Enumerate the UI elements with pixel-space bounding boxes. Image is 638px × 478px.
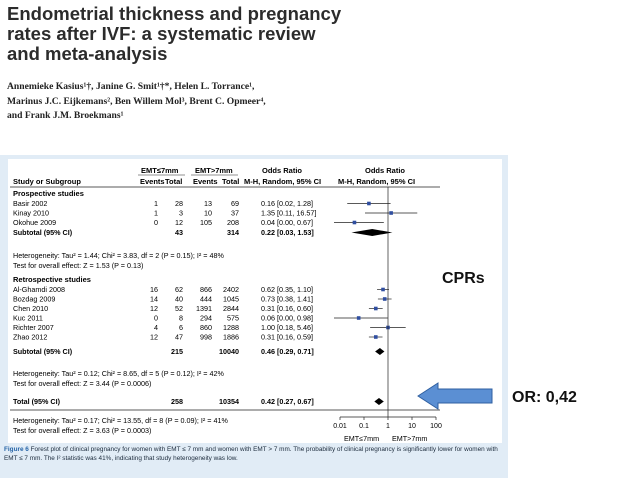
events-2: 13 (204, 199, 212, 208)
retrospective-test: Test for overall effect: Z = 3.44 (P = 0.0006) (13, 379, 152, 388)
col-total2: Total (222, 177, 240, 186)
col-events1: Events (140, 177, 165, 186)
events-1: 16 (150, 285, 158, 294)
x-tick-label: 10 (408, 423, 416, 430)
caption-text: Forest plot of clinical pregnancy for women with EMT ≤ 7 mm and women with EMT > 7 mm. The probability of clinical pregnancy is significantly lower for women with EMT ≤ 7 mm. The I² statistic was 41%, indicating that study heterogeneity was low. (4, 446, 498, 462)
favours-right: EMT>7mm (392, 434, 428, 443)
retrospective-subtotal-ci-text: 0.46 [0.29, 0.71] (261, 347, 314, 356)
forest-plot (0, 155, 508, 478)
events-1: 1 (154, 208, 158, 218)
col-method: M-H, Random, 95% CI (244, 177, 322, 186)
events-2: 10 (204, 208, 212, 218)
total-1: 47 (175, 332, 183, 342)
prospective-subtotal-total-2: 314 (227, 228, 239, 237)
paper-header (0, 0, 370, 128)
prospective-subtotal-total-1: 43 (175, 228, 183, 237)
group2-header: EMT>7mm (195, 166, 233, 175)
events-1: 12 (150, 304, 158, 313)
prospective-subtotal-ci-text: 0.22 [0.03, 1.53] (261, 228, 314, 237)
total-2: 2402 (223, 285, 239, 294)
ci-text: 0.31 [0.16, 0.59] (261, 332, 313, 342)
events-1: 14 (150, 294, 158, 304)
total-1: 6 (179, 323, 183, 332)
col-total1: Total (165, 177, 183, 186)
retrospective-subtotal-total-2: 10040 (219, 347, 239, 356)
ci-text: 0.16 [0.02, 1.28] (261, 199, 313, 208)
ci-text: 1.35 [0.11, 16.57] (261, 208, 317, 218)
total-2: 1288 (223, 323, 239, 332)
study-square (357, 316, 361, 320)
events-2: 998 (200, 332, 212, 342)
x-tick-label: 1 (386, 423, 390, 430)
or-header: Odds Ratio (262, 166, 303, 175)
or-annotation: OR: 0,42 (512, 389, 577, 406)
study-square (353, 221, 357, 225)
events-1: 1 (154, 199, 158, 208)
or-header-plot: Odds Ratio (365, 166, 406, 175)
ci-text: 0.06 [0.00, 0.98] (261, 313, 313, 323)
events-2: 294 (200, 313, 212, 323)
figure-label: Figure 6 (4, 446, 29, 453)
total-2: 575 (227, 313, 239, 323)
study-square (389, 211, 393, 215)
figure-caption (4, 445, 504, 463)
forest-plot-panel (0, 155, 508, 478)
ci-text: 0.73 [0.38, 1.41] (261, 294, 313, 304)
study-name: Okohue 2009 (13, 218, 57, 227)
study-square (374, 335, 378, 339)
total-2: 1045 (223, 294, 239, 304)
total-1: 28 (175, 199, 183, 208)
study-square (381, 288, 385, 292)
study-name: Al-Ghamdi 2008 (13, 285, 65, 294)
study-name: Bozdag 2009 (13, 294, 56, 304)
events-1: 0 (154, 313, 158, 323)
study-square (367, 202, 371, 206)
ci-text: 1.00 [0.18, 5.46] (261, 323, 313, 332)
study-name: Zhao 2012 (13, 332, 48, 342)
col-method-plot: M-H, Random, 95% CI (338, 177, 416, 186)
events-1: 4 (154, 323, 158, 332)
events-2: 444 (200, 294, 212, 304)
events-1: 12 (150, 332, 158, 342)
x-tick-label: 0.01 (333, 423, 347, 430)
cprs-annotation: CPRs (442, 270, 485, 287)
total-test: Test for overall effect: Z = 3.63 (P = 0.0003) (13, 426, 152, 435)
total-het: Heterogeneity: Tau² = 0.17; Chi² = 13.55, df = 8 (P = 0.09); I² = 41% (13, 416, 228, 425)
col-events2: Events (193, 177, 218, 186)
total-1: 62 (175, 285, 183, 294)
retrospective-label: Retrospective studies (13, 275, 91, 284)
total-1: 3 (179, 208, 183, 218)
total-ci-text: 0.42 [0.27, 0.67] (261, 397, 314, 406)
prospective-het: Heterogeneity: Tau² = 1.44; Chi² = 3.83, df = 2 (P = 0.15); I² = 48% (13, 251, 224, 260)
total-1: 52 (175, 304, 183, 313)
col-study: Study or Subgroup (13, 177, 81, 186)
retrospective-het: Heterogeneity: Tau² = 0.12; Chi² = 8.65, df = 5 (P = 0.12); I² = 42% (13, 369, 224, 378)
total-2: 2844 (223, 304, 239, 313)
events-2: 860 (200, 323, 212, 332)
study-name: Basir 2002 (13, 199, 48, 208)
ci-text: 0.62 [0.35, 1.10] (261, 285, 313, 294)
study-name: Richter 2007 (13, 323, 54, 332)
study-name: Chen 2010 (13, 304, 49, 313)
retrospective-subtotal-label: Subtotal (95% CI) (13, 347, 73, 356)
total-2: 37 (231, 208, 239, 218)
total-total-1: 258 (171, 397, 183, 406)
retrospective-subtotal-total-1: 215 (171, 347, 183, 356)
paper-title: Endometrial thickness and pregnancy rates after IVF: a systematic review and meta-analysis (7, 3, 342, 64)
total-2: 208 (227, 218, 239, 227)
ci-text: 0.31 [0.16, 0.60] (261, 304, 313, 313)
total-2: 69 (231, 199, 239, 208)
prospective-subtotal-label: Subtotal (95% CI) (13, 228, 73, 237)
paper-authors: Annemieke Kasius¹†, Janine G. Smit¹†*, Helen L. Torrance¹, Marinus J.C. Eijkemans², Ben Willem Mol³, Brent C. Opmeer⁴, and Frank J.M. Broekmans¹ (7, 81, 266, 121)
study-square (383, 297, 387, 301)
group1-header: EMT≤7mm (141, 166, 179, 175)
study-name: Kinay 2010 (13, 208, 49, 218)
total-label: Total (95% CI) (13, 397, 60, 406)
events-2: 866 (200, 285, 212, 294)
total-1: 8 (179, 313, 183, 323)
favours-left: EMT≤7mm (344, 434, 380, 443)
total-1: 40 (175, 294, 183, 304)
prospective-test: Test for overall effect: Z = 1.53 (P = 0.13) (13, 261, 144, 270)
x-tick-label: 100 (430, 423, 442, 430)
study-name: Kuc 2011 (13, 313, 43, 323)
events-2: 1391 (196, 304, 212, 313)
events-2: 105 (200, 218, 212, 227)
total-2: 1886 (223, 332, 239, 342)
prospective-label: Prospective studies (13, 189, 84, 198)
total-total-2: 10354 (219, 397, 239, 406)
ci-text: 0.04 [0.00, 0.67] (261, 218, 313, 227)
events-1: 0 (154, 218, 158, 227)
x-tick-label: 0.1 (359, 423, 369, 430)
study-square (374, 307, 378, 311)
total-1: 12 (175, 218, 183, 227)
